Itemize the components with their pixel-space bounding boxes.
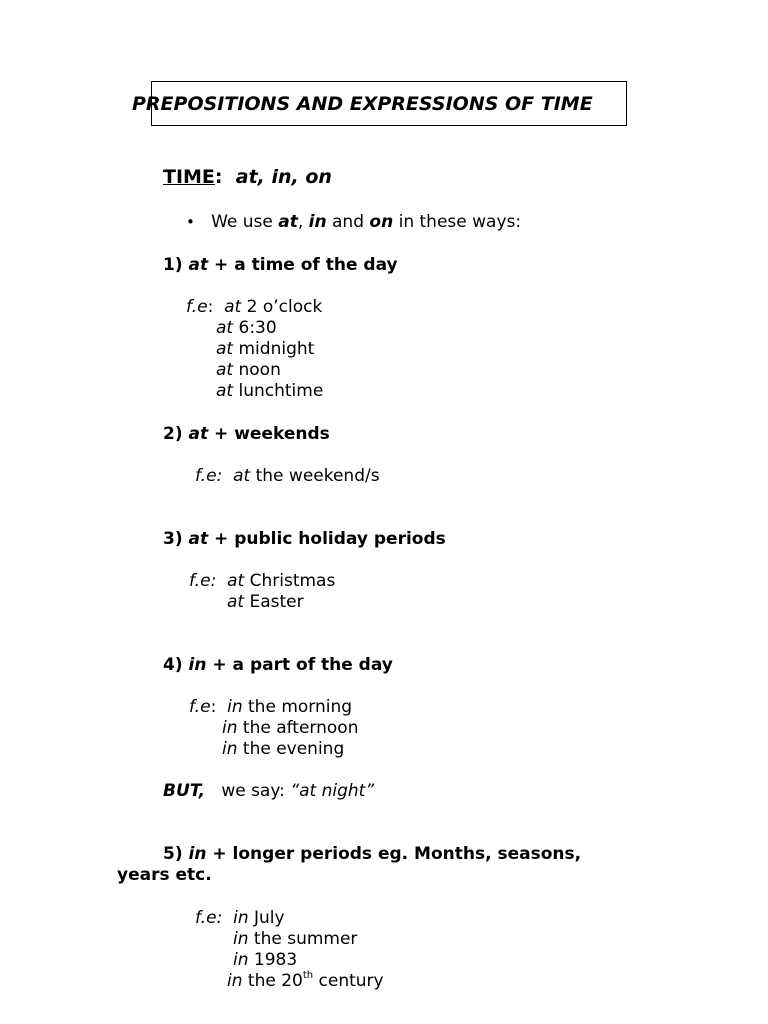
example-text: 2 o’clock: [241, 297, 323, 317]
example-2-1: f.e: at the weekend/s: [195, 466, 380, 486]
rule-2: [163, 424, 330, 445]
rule-1: [163, 255, 398, 276]
bullet-icon: •: [186, 213, 195, 231]
rule-2-text: + weekends: [208, 424, 330, 444]
example-5-1: f.e: in July: [195, 908, 285, 928]
ordinal-suffix: th: [302, 970, 314, 982]
example-1-3: [216, 339, 314, 360]
rule-1-text: + a time of the day: [208, 255, 398, 275]
example-prep: at: [216, 381, 234, 401]
rule-1-prep: at: [188, 255, 209, 275]
example-prep: in: [222, 718, 238, 738]
example-text: July: [248, 908, 285, 928]
example-text: the 20: [242, 971, 303, 991]
example-prep: at: [227, 571, 245, 591]
rule-4-prep: in: [188, 655, 207, 675]
example-4-2: [222, 718, 358, 739]
example-prep: at: [227, 592, 245, 612]
example-text: Easter: [244, 592, 304, 612]
rule-5-text: + longer periods eg. Months, seasons,: [206, 844, 582, 864]
intro-text-3: and: [326, 212, 370, 232]
example-text: noon: [233, 360, 281, 380]
example-1-5: [216, 381, 323, 402]
intro-text-2: ,: [297, 212, 309, 232]
rule-2-num: 2): [163, 424, 189, 444]
rule-3: [163, 529, 446, 550]
example-prep: at: [216, 360, 234, 380]
fe-label: f.e: [189, 697, 211, 717]
example-text: 1983: [248, 950, 298, 970]
example-5-4: [227, 971, 384, 992]
example-5-2: [233, 929, 357, 950]
rule-1-num: 1): [163, 255, 189, 275]
example-4-3: [222, 739, 344, 760]
heading-colon: :: [214, 166, 223, 188]
intro-line: [186, 212, 521, 233]
example-prep: in: [227, 971, 243, 991]
intro-in: in: [308, 212, 327, 232]
example-text: 6:30: [233, 318, 277, 338]
rule-4-text: + a part of the day: [206, 655, 393, 675]
but-label: BUT,: [163, 781, 206, 801]
rule-5-num: 5): [163, 844, 189, 864]
example-text: midnight: [233, 339, 315, 359]
example-3-1: f.e: at Christmas: [189, 571, 336, 591]
example-prep: at: [216, 339, 234, 359]
example-3-2: [227, 592, 304, 613]
fe-label: f.e: [195, 908, 217, 928]
page-title: PREPOSITIONS AND EXPRESSIONS OF TIME: [132, 93, 593, 115]
rule-5-continued: [117, 865, 212, 886]
intro-text-4: in these ways:: [393, 212, 522, 232]
example-text-after: century: [313, 971, 384, 991]
but-note: [163, 781, 374, 802]
heading-preps: at, in, on: [235, 166, 332, 188]
intro-at: at: [278, 212, 298, 232]
example-prep: in: [222, 739, 238, 759]
example-text: the evening: [237, 739, 345, 759]
intro-on: on: [369, 212, 394, 232]
heading-word: TIME: [163, 166, 215, 188]
rule-4-num: 4): [163, 655, 189, 675]
fe-label: f.e: [189, 571, 211, 591]
rule-3-num: 3): [163, 529, 189, 549]
fe-label: f.e: [195, 466, 217, 486]
example-5-3: [233, 950, 297, 971]
example-1-1: f.e: at 2 o’clock: [186, 297, 323, 317]
example-prep: in: [227, 697, 243, 717]
example-prep: in: [233, 950, 249, 970]
section-heading: [163, 165, 332, 189]
example-prep: in: [233, 929, 249, 949]
example-text: the morning: [242, 697, 353, 717]
example-text: the afternoon: [237, 718, 359, 738]
rule-5-prep: in: [188, 844, 207, 864]
example-1-2: [216, 318, 277, 339]
example-prep: at: [224, 297, 242, 317]
rule-5-text-2: years etc.: [117, 865, 212, 885]
intro-text-1: We use: [211, 212, 279, 232]
example-text: Christmas: [244, 571, 336, 591]
rule-3-text: + public holiday periods: [208, 529, 446, 549]
fe-label: f.e: [186, 297, 208, 317]
rule-4: [163, 655, 393, 676]
example-prep: at: [216, 318, 234, 338]
example-text: the summer: [248, 929, 358, 949]
example-prep: in: [233, 908, 249, 928]
rule-5: [163, 844, 581, 865]
example-1-4: [216, 360, 281, 381]
example-text: the weekend/s: [250, 466, 380, 486]
rule-2-prep: at: [188, 424, 209, 444]
but-quote: “at night”: [290, 781, 375, 801]
but-text: we say:: [221, 781, 291, 801]
rule-3-prep: at: [188, 529, 209, 549]
example-prep: at: [233, 466, 251, 486]
example-4-1: f.e: in the morning: [189, 697, 353, 717]
example-text: lunchtime: [233, 381, 324, 401]
